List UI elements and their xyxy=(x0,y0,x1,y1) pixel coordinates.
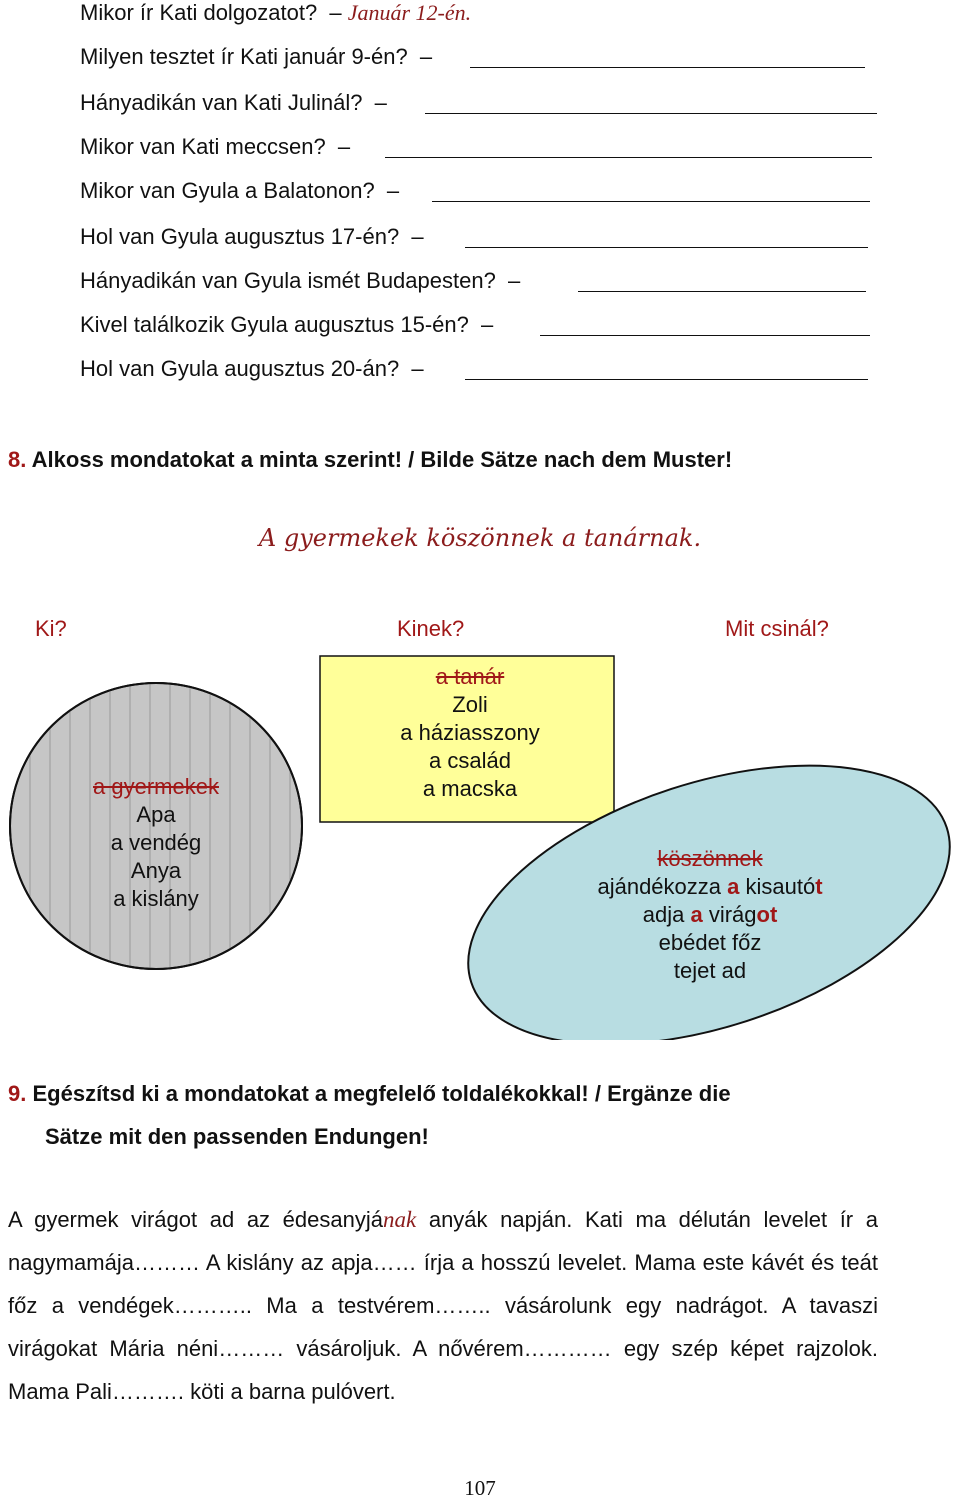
object-list xyxy=(320,663,620,803)
subject-item: a kislány xyxy=(113,886,199,911)
verb-item: ajándékozza a kisautót xyxy=(597,874,823,899)
question-text: Hol van Gyula augusztus 20-án? xyxy=(80,356,400,381)
question-dash: – xyxy=(411,356,424,381)
question-7 xyxy=(80,268,520,294)
question-text: Mikor van Gyula a Balatonon? xyxy=(80,178,375,203)
answer-blank[interactable] xyxy=(470,67,865,68)
question-3 xyxy=(80,90,387,116)
question-text: Hányadikán van Kati Julinál? xyxy=(80,90,363,115)
task-9-heading-line2: Sätze mit den passenden Endungen! xyxy=(45,1124,429,1149)
question-dash: – xyxy=(507,268,521,293)
question-text: Mikor van Kati meccsen? xyxy=(80,134,326,159)
object-item: a macska xyxy=(422,776,518,801)
task-9-heading xyxy=(8,1080,731,1108)
fill-in-paragraph xyxy=(8,1198,878,1413)
task-title: Egészítsd ki a mondatokat a megfelelő toldalékokkal! / Ergänze die xyxy=(32,1081,731,1106)
question-text: Hol van Gyula augusztus 17-én? xyxy=(80,224,400,249)
question-dash: – xyxy=(411,224,424,249)
task-number: 8. xyxy=(8,447,27,472)
question-2 xyxy=(80,44,432,70)
answer-blank[interactable] xyxy=(425,113,877,114)
label-whom: Kinek? xyxy=(397,616,465,641)
object-item: a család xyxy=(429,748,511,773)
answer-blank[interactable] xyxy=(432,201,870,202)
subject-list xyxy=(36,773,276,913)
paragraph-rest: anyák napján. Kati ma délután levelet ír a nagymamája……… A kislány az apja…… írja a hosszú levelet. Mama este kávét és teát főz a vendégek……….. Ma a testvérem…….. vásárolunk egy nadrágot. A tavaszi virágokat Mária néni……… vásároljuk. A nővérem………… egy szép képet rajzolok. Mama Pali………. köti a barna pulóvert. xyxy=(8,1207,878,1404)
question-dash: – xyxy=(419,44,433,69)
struck-example: a tanár xyxy=(435,664,505,689)
question-text: Mikor ír Kati dolgozatot? xyxy=(80,0,318,25)
verb-list xyxy=(560,845,860,985)
struck-example: a gyermekek xyxy=(93,774,219,799)
answer-text: Január 12-én. xyxy=(347,0,472,25)
verb-item: ebédet főz xyxy=(658,930,762,955)
example-ending: nak xyxy=(382,1207,417,1232)
verb-item: adja a virágot xyxy=(642,902,778,927)
verb-item: tejet ad xyxy=(673,958,747,983)
task-8-heading xyxy=(8,446,732,474)
struck-example: köszönnek xyxy=(657,846,763,871)
page-number: 107 xyxy=(464,1476,496,1500)
paragraph-start: A gyermek virágot ad az édesanyjá xyxy=(8,1207,383,1232)
question-text: Hányadikán van Gyula ismét Budapesten? xyxy=(80,268,496,293)
answer-blank[interactable] xyxy=(385,157,872,158)
question-dash: – xyxy=(374,90,387,115)
object-item: Zoli xyxy=(452,692,488,717)
label-who: Ki? xyxy=(35,616,67,641)
question-dash: – xyxy=(481,312,494,337)
answer-blank[interactable] xyxy=(465,379,868,380)
question-text: Milyen tesztet ír Kati január 9-én? xyxy=(80,44,408,69)
answer-blank[interactable] xyxy=(465,247,868,248)
question-6 xyxy=(80,224,424,250)
label-what: Mit csinál? xyxy=(725,616,829,641)
question-1 xyxy=(80,0,471,26)
subject-item: Apa xyxy=(136,802,176,827)
question-8 xyxy=(80,312,493,338)
question-9 xyxy=(80,356,424,382)
question-4 xyxy=(80,134,350,160)
answer-blank[interactable] xyxy=(540,335,870,336)
question-dash: – xyxy=(329,0,342,25)
answer-blank[interactable] xyxy=(578,291,866,292)
subject-item: a vendég xyxy=(110,830,202,855)
question-dash: – xyxy=(386,178,400,203)
question-dash: – xyxy=(337,134,351,159)
question-text: Kivel találkozik Gyula augusztus 15-én? xyxy=(80,312,469,337)
example-sentence: A gyermekek köszönnek a tanárnak. xyxy=(258,524,702,552)
task-number: 9. xyxy=(8,1081,27,1106)
question-5 xyxy=(80,178,399,204)
subject-item: Anya xyxy=(130,858,182,883)
object-item: a háziasszony xyxy=(400,720,540,745)
task-title: Alkoss mondatokat a minta szerint! / Bilde Sätze nach dem Muster! xyxy=(31,447,733,472)
